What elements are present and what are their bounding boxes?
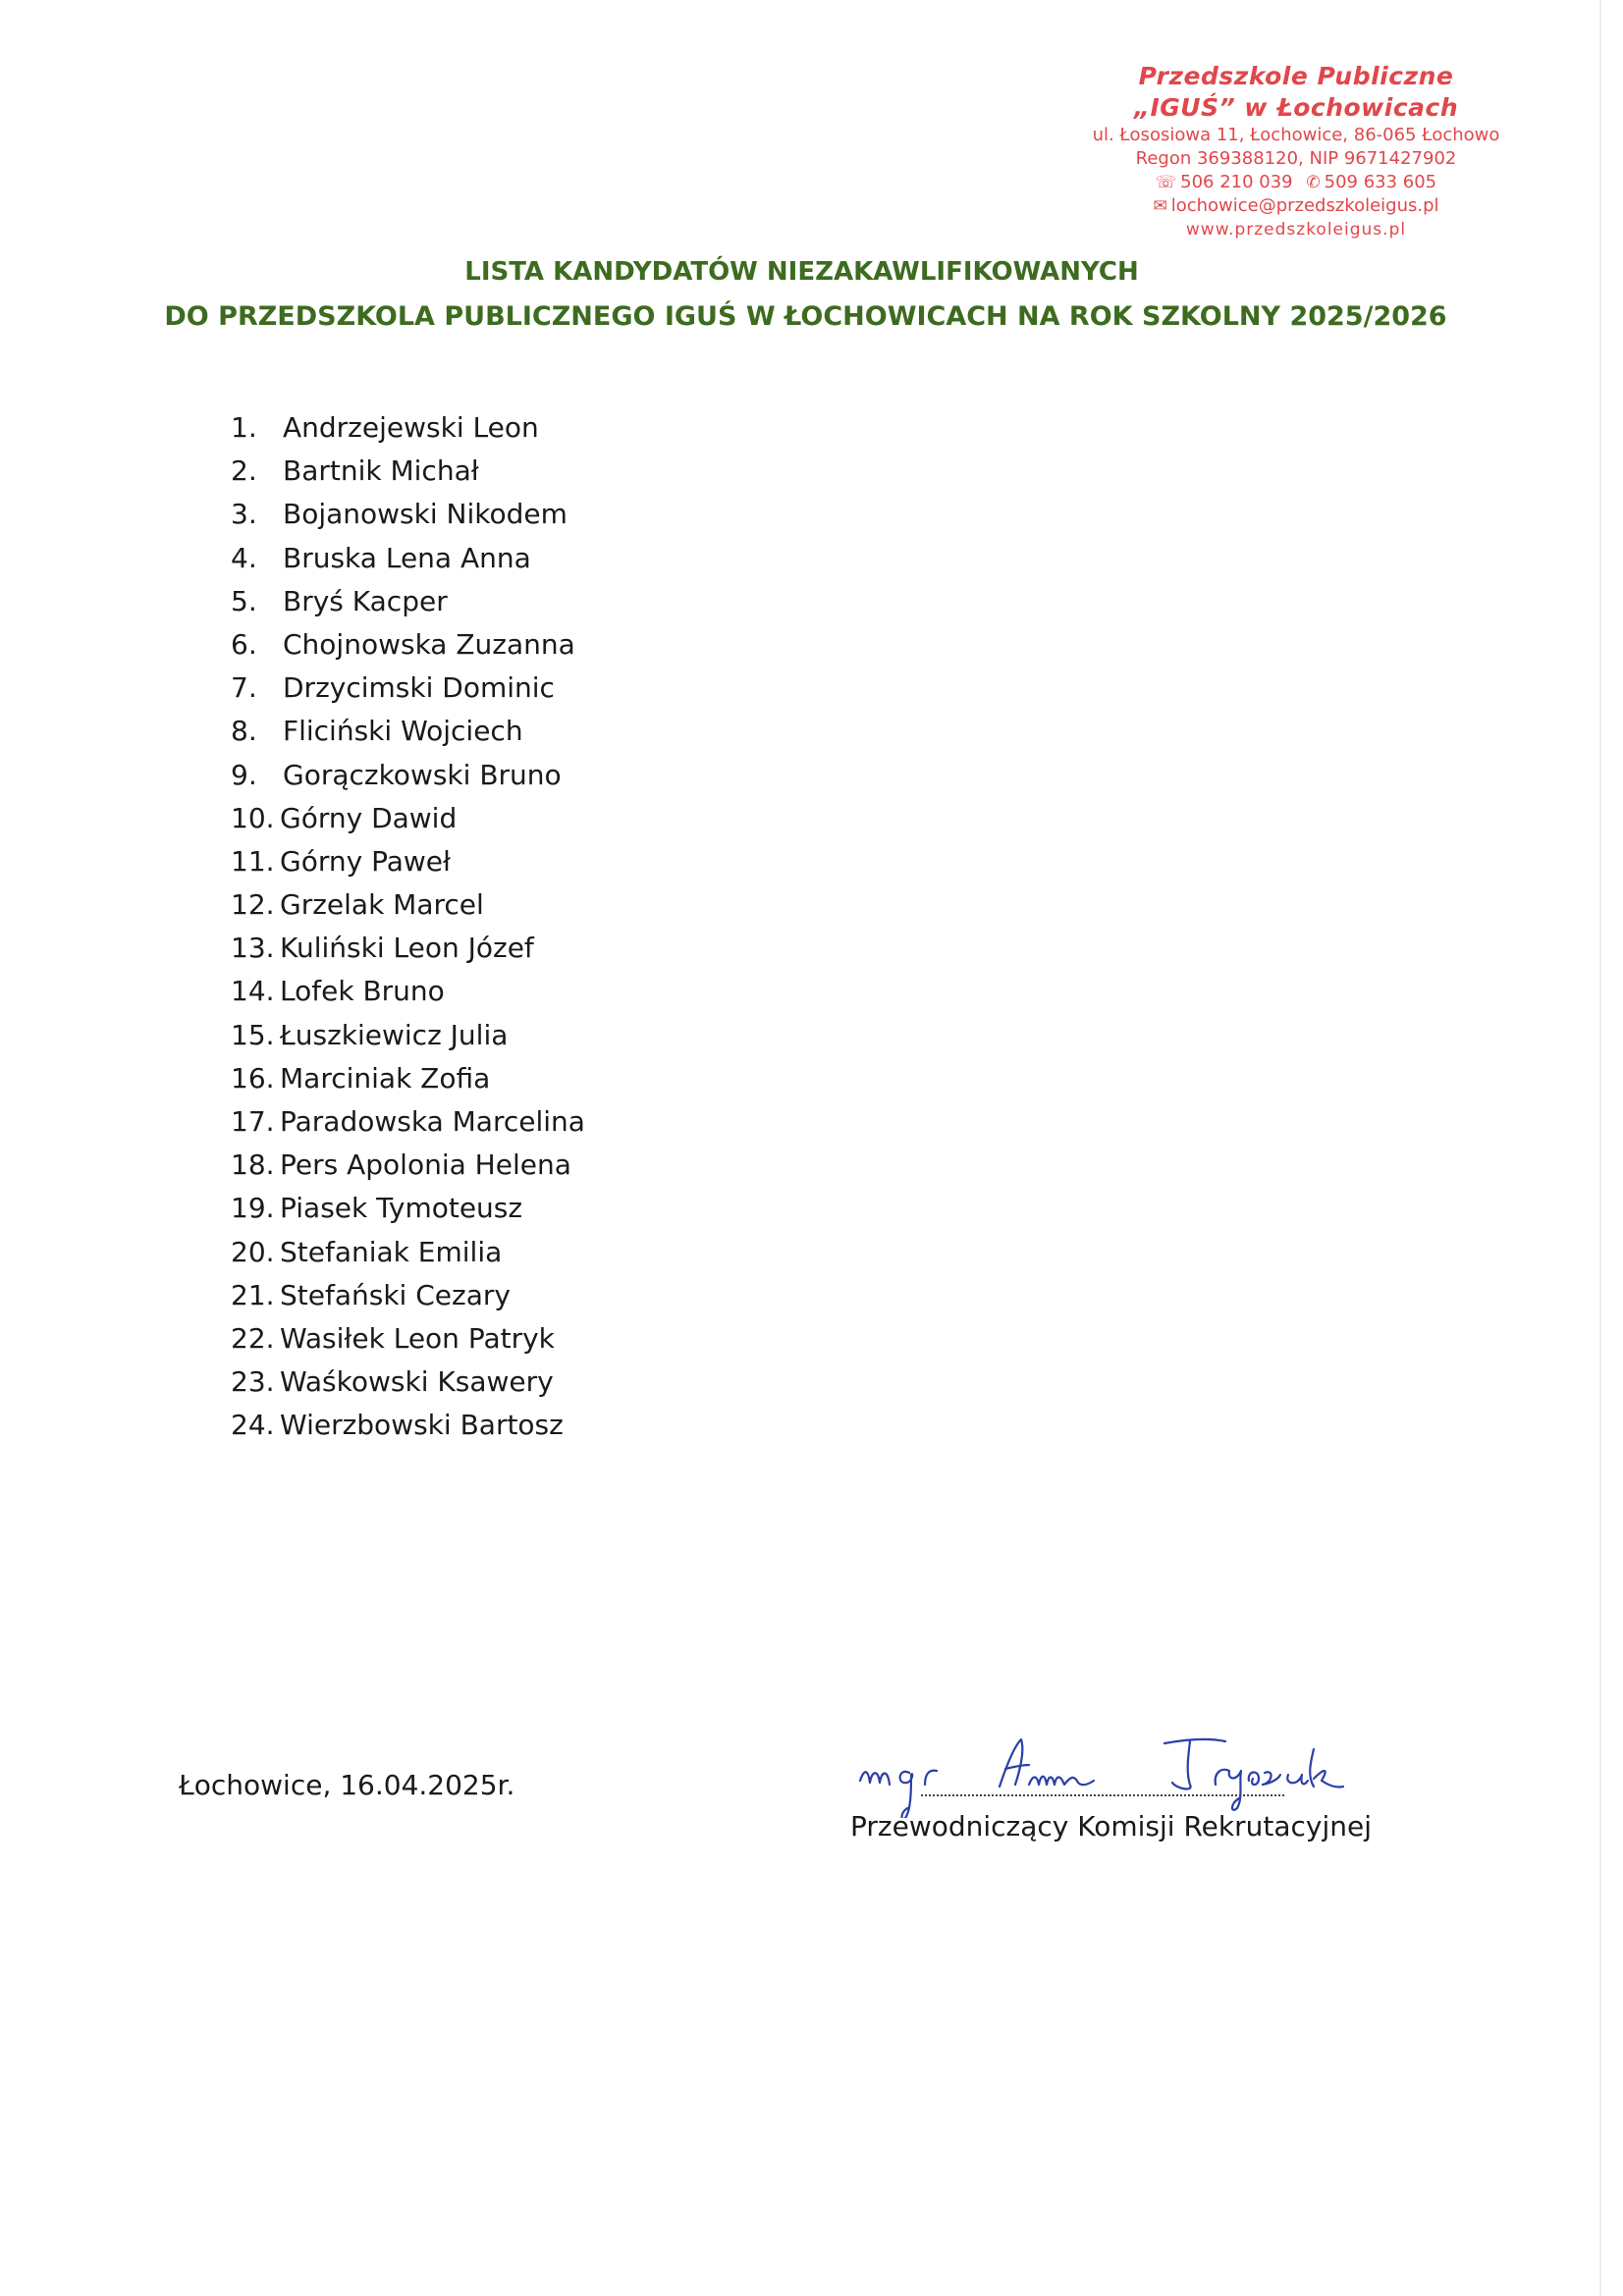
candidate-name: Piasek Tymoteusz	[280, 1192, 523, 1225]
candidate-number: 14.	[231, 975, 275, 1008]
candidate-number: 17.	[231, 1105, 275, 1138]
phone-icon: ☏	[1155, 173, 1177, 192]
candidate-item	[231, 1187, 585, 1230]
candidate-number: 21.	[231, 1278, 275, 1311]
stamp-email: lochowice@przedszkoleigus.pl	[1170, 195, 1439, 216]
candidate-name: Bryś Kacper	[283, 584, 448, 617]
candidate-number: 11.	[231, 844, 275, 878]
candidate-item	[231, 1057, 585, 1100]
candidate-name: Waśkowski Ksawery	[280, 1365, 554, 1399]
candidate-number: 10.	[231, 801, 275, 834]
candidate-number: 16.	[231, 1061, 275, 1095]
candidate-number: 6.	[231, 627, 257, 661]
candidate-item	[231, 450, 585, 493]
candidate-number: 13.	[231, 932, 275, 965]
candidate-number: 5.	[231, 584, 257, 617]
handset-icon: ✆	[1306, 173, 1321, 192]
stamp-email-row	[1051, 194, 1542, 218]
candidate-name: Bartnik Michał	[283, 454, 479, 488]
candidate-list	[231, 406, 585, 1448]
stamp-phone-1: 506 210 039	[1180, 172, 1293, 192]
candidate-number: 2.	[231, 454, 257, 488]
signature-role: Przewodniczący Komisji Rekrutacyjnej	[850, 1810, 1373, 1842]
candidate-item	[231, 1404, 585, 1447]
candidate-name: Kuliński Leon Józef	[280, 932, 534, 965]
candidate-name: Chojnowska Zuzanna	[283, 627, 575, 661]
candidate-item	[231, 927, 585, 970]
stamp-address: ul. Łososiowa 11, Łochowice, 86-065 Łochowo	[1092, 125, 1500, 145]
candidate-name: Górny Dawid	[280, 801, 458, 834]
candidate-name: Stefaniak Emilia	[280, 1235, 503, 1268]
stamp-phone-2: 509 633 605	[1324, 172, 1437, 192]
candidate-name: Drzycimski Dominic	[283, 671, 555, 705]
candidate-name: Bojanowski Nikodem	[283, 498, 568, 531]
candidate-name: Bruska Lena Anna	[283, 541, 531, 574]
candidate-name: Łuszkiewicz Julia	[280, 1018, 509, 1051]
candidate-item	[231, 797, 585, 840]
candidate-number: 15.	[231, 1018, 275, 1051]
candidate-number: 18.	[231, 1148, 275, 1182]
candidate-number: 3.	[231, 498, 257, 531]
document-title: LISTA KANDYDATÓW NIEZAKAWLIFIKOWANYCH	[464, 257, 1139, 287]
candidate-name: Paradowska Marcelina	[280, 1105, 585, 1138]
candidate-item	[231, 493, 585, 536]
candidate-name: Wasiłek Leon Patryk	[280, 1321, 555, 1355]
candidate-number: 7.	[231, 671, 257, 705]
candidate-number: 1.	[231, 411, 257, 444]
candidate-item	[231, 623, 585, 667]
candidate-name: Marciniak Zofia	[280, 1061, 491, 1095]
candidate-item	[231, 1100, 585, 1144]
stamp-regon-nip: Regon 369388120, NIP 9671427902	[1135, 148, 1457, 169]
stamp-website: www.przedszkoleigus.pl	[1185, 220, 1407, 240]
candidate-number: 20.	[231, 1235, 275, 1268]
candidate-item	[231, 406, 585, 450]
stamp-phones	[1051, 171, 1542, 194]
institution-stamp	[1051, 61, 1542, 241]
candidate-name: Andrzejewski Leon	[283, 411, 539, 444]
document-subtitle: DO PRZEDSZKOLA PUBLICZNEGO IGUŚ W ŁOCHOWICACH NA ROK SZKOLNY 2025/2026	[164, 301, 1447, 332]
candidate-name: Gorączkowski Bruno	[283, 758, 562, 791]
candidate-number: 12.	[231, 888, 275, 922]
candidate-name: Górny Paweł	[280, 844, 451, 878]
stamp-line-name: Przedszkole Publiczne	[1138, 62, 1454, 90]
candidate-item	[231, 1274, 585, 1317]
candidate-number: 22.	[231, 1321, 275, 1355]
candidate-item	[231, 1317, 585, 1361]
candidate-item	[231, 1231, 585, 1274]
page-edge	[1599, 0, 1601, 2296]
candidate-item	[231, 883, 585, 927]
candidate-name: Fliciński Wojciech	[283, 715, 523, 748]
candidate-number: 23.	[231, 1365, 275, 1399]
candidate-item	[231, 580, 585, 623]
candidate-item	[231, 754, 585, 797]
candidate-name: Pers Apolonia Helena	[280, 1148, 571, 1182]
candidate-item	[231, 1361, 585, 1404]
place-date: Łochowice, 16.04.2025r.	[179, 1769, 515, 1801]
candidate-number: 4.	[231, 541, 257, 574]
candidate-item	[231, 970, 585, 1013]
candidate-name: Wierzbowski Bartosz	[280, 1409, 564, 1442]
candidate-item	[231, 537, 585, 580]
candidate-number: 24.	[231, 1409, 275, 1442]
candidate-name: Lofek Bruno	[280, 975, 445, 1008]
candidate-name: Stefański Cezary	[280, 1278, 511, 1311]
stamp-line-igus: „IGUŚ” w Łochowicach	[1133, 93, 1459, 122]
signature-dotted-line	[921, 1794, 1284, 1796]
candidate-item	[231, 1014, 585, 1057]
candidate-number: 19.	[231, 1192, 275, 1225]
candidate-name: Grzelak Marcel	[280, 888, 484, 922]
handwritten-signature	[852, 1730, 1363, 1818]
candidate-item	[231, 840, 585, 883]
candidate-number: 9.	[231, 758, 257, 791]
candidate-item	[231, 710, 585, 753]
candidate-item	[231, 667, 585, 710]
candidate-item	[231, 1144, 585, 1187]
candidate-number: 8.	[231, 715, 257, 748]
envelope-icon: ✉	[1153, 196, 1167, 216]
